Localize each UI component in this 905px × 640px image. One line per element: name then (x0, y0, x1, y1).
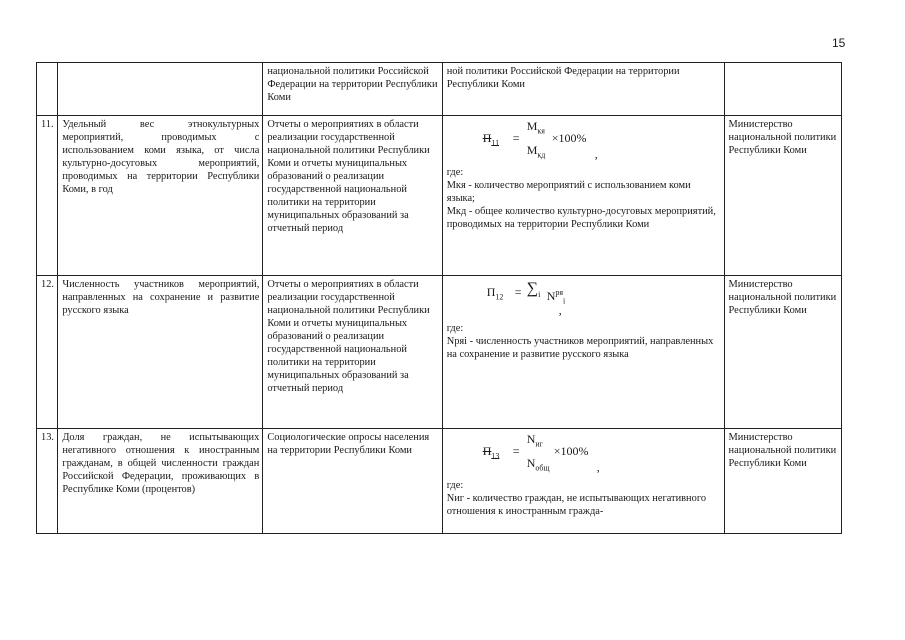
formula-sum: $\sum_i$ (526, 280, 541, 300)
where-label: где: (446, 480, 464, 491)
formula-cell (442, 276, 724, 429)
definition: Nиг - количество граждан, не испытывающих негативного отношения к иностранным гражда- (446, 493, 707, 517)
cell-responsible (724, 63, 841, 116)
indicators-table (36, 62, 842, 534)
cell-name (58, 63, 263, 116)
table-row (37, 429, 842, 534)
formula-comma: , (596, 460, 600, 474)
table-row (37, 63, 842, 116)
formula-numerator: $М_{кя}$ (526, 119, 545, 136)
formula-eq: = (514, 285, 522, 299)
formula-eq: = (512, 444, 520, 458)
formula (447, 278, 721, 320)
formula-lhs: $П_{13}$ (482, 444, 500, 461)
indicator-name: Удельный вес этнокультурных мероприятий, проводимых с использованием коми языка, от числа культурно-досуговых мероприятий, проводимых на территории Республики Коми, в год (58, 116, 263, 276)
responsible: Министерство национальной политики Республики Коми (724, 429, 841, 534)
formula-denominator: $М_{кд}$ (526, 143, 546, 160)
formula-lhs: $П_{11}$ (482, 131, 500, 148)
definition: Мкя - количество мероприятий с использованием коми языка; (446, 180, 691, 204)
cell-source: национальной политики Российской Федерации на территории Республики Коми (263, 63, 442, 116)
cell-number (37, 63, 58, 116)
formula-multiplier: ×100% (553, 444, 589, 458)
formula-multiplier: ×100% (551, 131, 587, 145)
page-number: 15 (832, 36, 846, 50)
row-number: 12. (37, 276, 58, 429)
formula-lhs: $П_{12}$ (486, 285, 504, 302)
formula-comma: , (594, 147, 598, 161)
formula-term: $N^{ря}_i$ (546, 288, 566, 306)
row-number: 13. (37, 429, 58, 534)
formula (447, 118, 721, 164)
formula-comma: , (558, 303, 562, 317)
row-number: 11. (37, 116, 58, 276)
data-source: Социологические опросы населения на территории Республики Коми (263, 429, 442, 534)
indicator-name: Доля граждан, не испытывающих негативного отношения к иностранным гражданам, в общей численности граждан Российской Федерации, проживающих в Республике Коми (процентов) (58, 429, 263, 534)
table-row (37, 116, 842, 276)
table-row (37, 276, 842, 429)
where-label: где: (446, 167, 464, 178)
formula (447, 431, 721, 477)
formula-eq: = (512, 131, 520, 145)
formula-cell (442, 116, 724, 276)
formula-denominator: $N_{общ}$ (526, 456, 550, 473)
responsible: Министерство национальной политики Республики Коми (724, 276, 841, 429)
responsible: Министерство национальной политики Республики Коми (724, 116, 841, 276)
formula-cell (442, 429, 724, 534)
data-source: Отчеты о мероприятиях в области реализации государственной национальной политики Республики Коми и отчеты муниципальных образований о реализации государственной национальной политики на территории муниципальных образований за отчетный период (263, 276, 442, 429)
formula-numerator: $N_{иг}$ (526, 432, 543, 449)
cell-formula: ной политики Российской Федерации на территории Республики Коми (442, 63, 724, 116)
definition: Мкд - общее количество культурно-досуговых мероприятий, проводимых на территории Республики Коми (446, 206, 716, 230)
indicator-name: Численность участников мероприятий, направленных на сохранение и развитие русского языка (58, 276, 263, 429)
definition: Nряi - численность участников мероприятий, направленных на сохранение и развитие русского языка (446, 336, 714, 360)
data-source: Отчеты о мероприятиях в области реализации государственной национальной политики Республики Коми и отчеты муниципальных образований о реализации государственной национальной политики на территории муниципальных образований за отчетный период (263, 116, 442, 276)
where-label: где: (446, 323, 464, 334)
